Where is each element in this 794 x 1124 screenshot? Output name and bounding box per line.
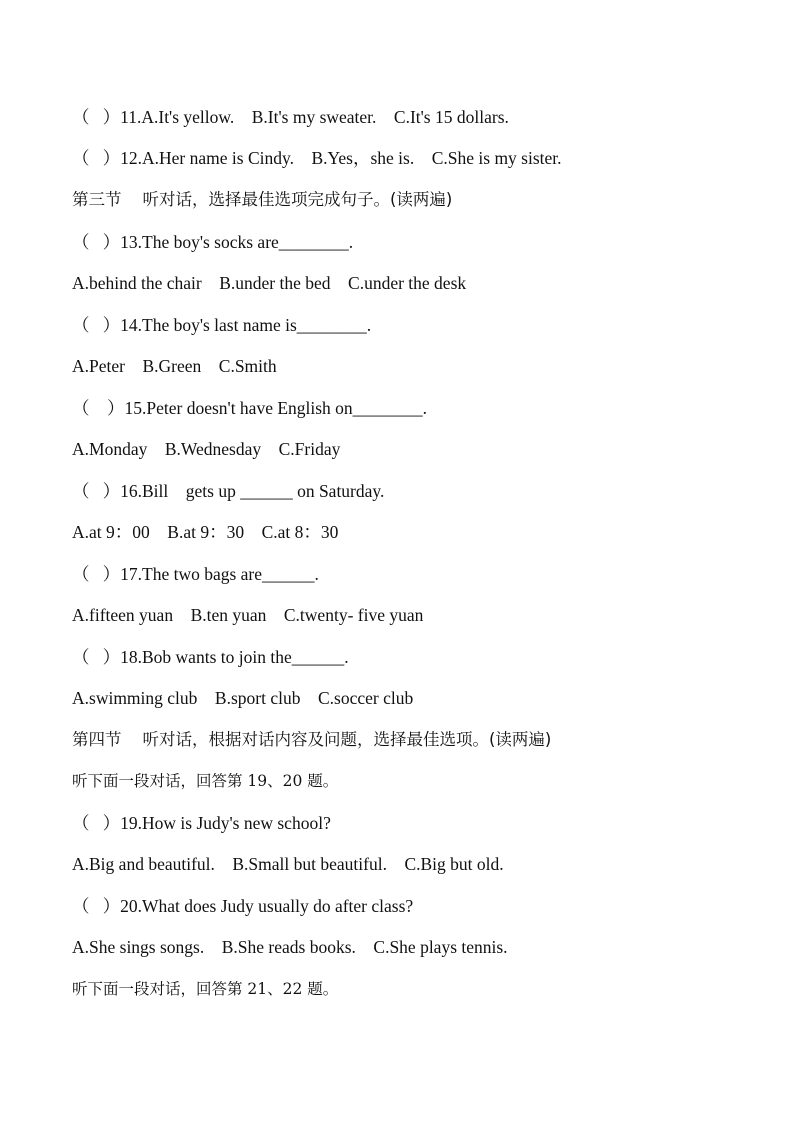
dialogue-instruction-19-20: 听下面一段对话，回答第 19、20 题。 [72, 772, 339, 790]
question-18: （ ）18.Bob wants to join the______. [72, 647, 349, 667]
question-11: （ ）11.A.It's yellow. B.It's my sweater. C.It's 15 dollars. [72, 107, 509, 127]
question-19: （ ）19.How is Judy's new school? [72, 813, 331, 833]
dialogue-instruction-21-22: 听下面一段对话，回答第 21、22 题。 [72, 980, 339, 998]
section-3-heading: 第三节 听对话，选择最佳选项完成句子。(读两遍) [72, 190, 453, 209]
options-13: A.behind the chair B.under the bed C.under the desk [72, 273, 467, 293]
question-20: （ ）20.What does Judy usually do after class? [72, 896, 414, 916]
options-17: A.fifteen yuan B.ten yuan C.twenty- five yuan [72, 605, 424, 625]
section-4-heading: 第四节 听对话，根据对话内容及问题，选择最佳选项。(读两遍) [72, 730, 552, 749]
question-15: （ ）15.Peter doesn't have English on________. [72, 398, 428, 418]
question-14: （ ）14.The boy's last name is________. [72, 315, 372, 335]
options-14: A.Peter B.Green C.Smith [72, 356, 277, 376]
options-16: A.at 9：00 B.at 9：30 C.at 8：30 [72, 522, 339, 542]
question-17: （ ）17.The two bags are______. [72, 564, 319, 584]
question-16: （ ）16.Bill gets up ______ on Saturday. [72, 481, 385, 501]
options-15: A.Monday B.Wednesday C.Friday [72, 439, 341, 459]
options-19: A.Big and beautiful. B.Small but beautiful. C.Big but old. [72, 854, 504, 874]
options-20: A.She sings songs. B.She reads books. C.She plays tennis. [72, 937, 508, 957]
question-12: （ ）12.A.Her name is Cindy. B.Yes，she is. C.She is my sister. [72, 148, 562, 168]
question-13: （ ）13.The boy's socks are________. [72, 232, 354, 252]
options-18: A.swimming club B.sport club C.soccer club [72, 688, 414, 708]
